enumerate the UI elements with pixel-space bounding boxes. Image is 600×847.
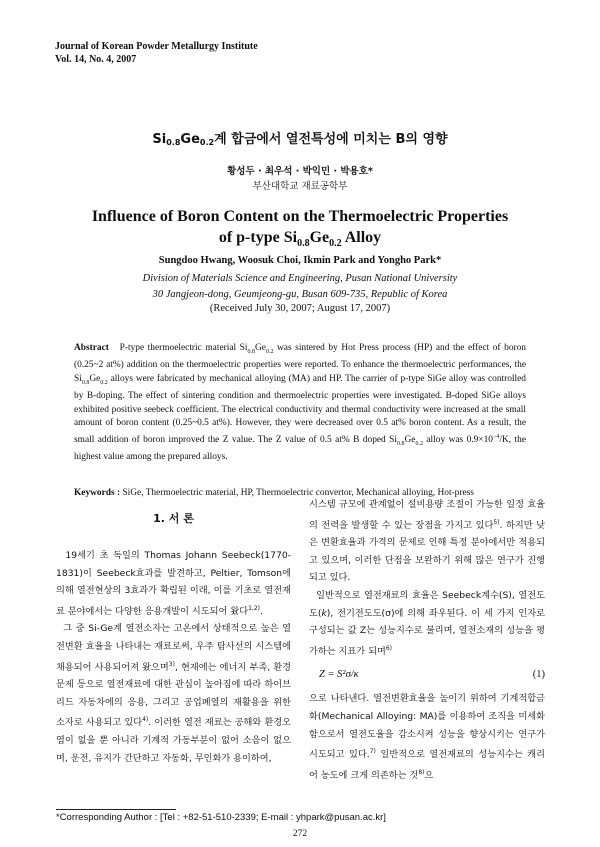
- affiliation-line2: 30 Jangjeon-dong, Geumjeong-gu, Busan 609-735, Republic of Korea: [152, 289, 448, 300]
- korean-title: [0, 128, 600, 147]
- paragraph-text: . 하지만 낮은 변환효율과 가격의 문제로 인해 특정 분야에서만 적용되고 있으며, 이러한 단점을 보완하기 위해 많은 연구가 진행되고 있다.: [309, 519, 545, 584]
- citation: 1,2): [248, 604, 260, 612]
- abstract-sub: 0.8: [247, 348, 255, 355]
- paragraph-text: . 이러한 열전 재료는 공해와 환경오염이 없을 뿐 아니라 기계적 가동부분이 없어 소음이 없으며, 운전, 유지가 간단하고 자동화, 무인화가 용이하여,: [56, 717, 292, 764]
- section-heading: 1. 서 론: [153, 512, 194, 525]
- english-affiliation: [0, 271, 600, 303]
- equation-number: (1): [532, 669, 545, 681]
- abstract-sup: −4: [492, 433, 500, 440]
- right-column: [309, 496, 545, 785]
- keywords-text: SiGe, Thermoelectric material, HP, Thermoelectric convertor, Mechanical alloying, Hot-press: [120, 488, 474, 498]
- abstract-ge: Ge: [255, 343, 266, 353]
- paragraph-text: .: [260, 605, 263, 617]
- abstract-ge: Ge: [89, 373, 101, 384]
- page-number: 272: [292, 829, 308, 839]
- keywords-label: Keywords :: [74, 488, 121, 498]
- footnote-divider: [56, 809, 176, 810]
- intro-paragraph-3: [309, 496, 545, 587]
- intro-paragraph-5: [309, 690, 545, 784]
- korean-title-si: Si: [152, 132, 167, 147]
- abstract-ge: Ge: [404, 434, 416, 445]
- intro-paragraph-4: [309, 587, 545, 660]
- korean-title-ge: Ge: [180, 132, 200, 147]
- english-title-sub1: 0.8: [297, 238, 310, 250]
- korean-title-sub1: 0.8: [166, 138, 181, 147]
- paragraph-text: , 현재에는 에너지 부족, 환경문제 등으로 열전재료에 대한 관심이 높아짐에 따라 하이브리드 자동차에의 응용, 그리고 공업폐열의 재활용을 위한 소자로 사용되고 있다: [56, 661, 292, 729]
- citation: 3): [168, 660, 175, 668]
- abstract-sub: 0.2: [100, 379, 108, 386]
- equation-1: [309, 660, 545, 690]
- journal-header: [55, 40, 258, 66]
- abstract-text-4: alloy was 0.9×10: [422, 434, 493, 445]
- english-title-sub2: 0.2: [329, 238, 342, 250]
- intro-paragraph-2: [56, 620, 291, 767]
- english-title: [0, 206, 600, 254]
- paragraph-text: 으: [424, 769, 434, 781]
- abstract: [74, 342, 526, 465]
- korean-authors: 황성두 · 최우석 · 박익민 · 박용호*: [227, 166, 373, 177]
- paragraph-text: 19세기 초 독일의 Thomas Johann Seebeck(1770-1831)이 Seebeck효과를 발견하고, Peltier, Tomson에 의해 열전현상의 3효과가 확립된 이래, 이를 기초로 열전재료 분야에서는 다양한 응용개발이 시도되어 왔다: [56, 550, 292, 617]
- abstract-sub: 0.2: [265, 348, 274, 355]
- journal-volume: Vol. 14, No. 4, 2007: [55, 54, 137, 65]
- english-title-pre: of p-type Si: [218, 229, 298, 246]
- paragraph-text: 시스템 규모에 관계없이 설비용량 조절이 가능한 일정 효율의 전력을 발생할 수 있는 장점을 가지고 있다: [309, 499, 545, 531]
- abstract-sub: 0.2: [415, 440, 423, 447]
- footnote: *Corresponding Author : [Tel : +82-51-510-2339; E-mail : yhpark@pusan.ac.kr]: [56, 812, 386, 823]
- abstract-label: Abstract: [74, 343, 109, 353]
- abstract-sub: 0.8: [81, 379, 90, 386]
- korean-affiliation: 부산대학교 재료공학부: [252, 181, 348, 192]
- abstract-text-2: was sintered by Hot Press process (HP) and the effect of boron (0.25~2 at%) addition on the thermoelectric properties were reported. To enhance the thermoelectric performances, the Si: [74, 343, 526, 384]
- paragraph-text: 일반적으로 열전재료의 성능지수는 캐리어 농도에 크게 의존하는 것: [309, 749, 546, 781]
- abstract-text-3: alloys were fabricated by mechanical alloying (MA) and HP. The carrier of p-type SiGe alloy was controlled by B-doping. The effect of sintering condition and thermoelectric properties were investigated. B-doped SiGe alloys exhibited positive seebeck coefficient. The electrical conductivity and thermal conductivity were increased at the small amount of boron content (0.25~0.5 at%). However, they were decreased over 0.5 at% boron content. As a result, the small addition of boron improved the Z value. The Z value of 0.5 at% B doped Si: [74, 373, 526, 445]
- abstract-text-1: P-type thermoelectric material Si: [119, 343, 248, 353]
- english-title-line2: [0, 227, 600, 254]
- affiliation-line1: Division of Materials Science and Engineering, Pusan National University: [142, 273, 458, 284]
- english-title-line1: Influence of Boron Content on the Thermoelectric Properties: [91, 208, 509, 225]
- citation: 6): [385, 644, 393, 652]
- paragraph-text: 으로 나타낸다. 열전변환효율을 높이기 위하여 기계적합금화(Mechanical Alloying: MA)를 이용하여 조직을 미세화 함으로서 열전도율을 감소시켜 성능을 향상시키는 연구가 시도되고 있다.: [309, 693, 545, 761]
- paragraph-text: 그 중 Si-Ge계 열전소자는 고온에서 상태적으로 높은 열전변환 효율을 나타내는 재료로써, 우주 탐사선의 시스템에 채용되어 사용되어져 왔으며: [56, 623, 291, 673]
- equation-formula: Z = S²σ/κ: [319, 669, 359, 681]
- citation: 8): [418, 768, 425, 776]
- paragraph-text: k: [321, 607, 327, 619]
- english-title-post: Alloy: [341, 229, 382, 246]
- intro-paragraph-1: [56, 547, 291, 620]
- paragraph-text: ), 전기전도도(σ)에 의해 좌우된다. 이 세 가지 인자로 구성되는 값 Z는 성능지수로 불리며, 열전소재의 성능을 평가하는 지표가 되며: [309, 607, 545, 657]
- korean-title-sub2: 0.2: [199, 138, 215, 147]
- paragraph-text: 일반적으로 열전재료의 효율은 Seebeck계수(S), 열전도도(: [309, 590, 545, 619]
- english-title-ge: Ge: [309, 229, 330, 246]
- citation: 4): [142, 716, 149, 724]
- english-authors: Sungdoo Hwang, Woosuk Choi, Ikmin Park and Yongho Park*: [158, 255, 442, 266]
- korean-title-rest: 계 합금에서 열전특성에 미치는 B의 영향: [214, 132, 448, 147]
- journal-name: Journal of Korean Powder Metallurgy Institute: [55, 41, 258, 52]
- citation: 5): [493, 518, 500, 526]
- abstract-sub: 0.8: [397, 440, 405, 447]
- received-date: (Received July 30, 2007; August 17, 2007): [209, 303, 391, 314]
- abstract-text-5: /K, the highest value among the prepared alloys.: [74, 434, 526, 463]
- citation: 7): [369, 748, 376, 756]
- left-column: [56, 547, 291, 767]
